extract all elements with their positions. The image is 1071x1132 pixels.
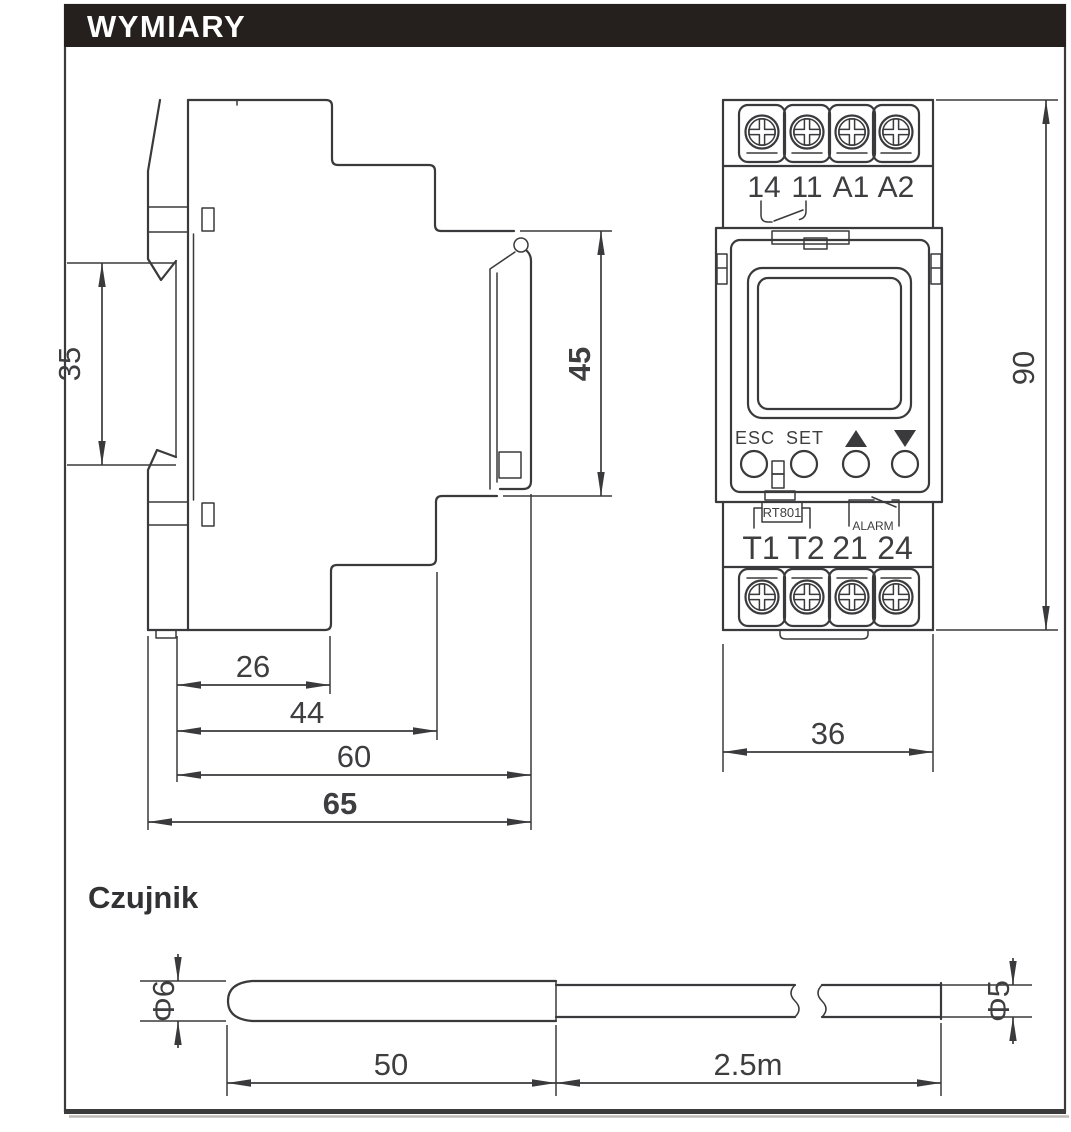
terminal-label-a1: A1 [832, 171, 870, 204]
terminal-label-11: 11 [791, 171, 823, 204]
dim-phi5-label: Φ5 [981, 980, 1016, 1022]
terminal-label-21: 21 [832, 530, 868, 566]
reset-slot [772, 461, 784, 474]
set-button-label: SET [785, 428, 825, 448]
set-button [791, 451, 817, 477]
up-button [843, 451, 869, 477]
dim-65-label: 65 [322, 786, 358, 821]
page-frame [65, 5, 1065, 1111]
down-arrow-icon [894, 430, 916, 447]
dim-probe-diameter [140, 954, 226, 1048]
screw-terminal-icon [784, 105, 830, 162]
dim-height [936, 100, 1058, 630]
probe-body [228, 981, 556, 1021]
dim-width [723, 634, 933, 772]
relay-contact-icon [761, 201, 806, 222]
dim-50-label: 50 [373, 1047, 409, 1082]
dim-26-label: 26 [235, 649, 271, 684]
display-panel [748, 268, 911, 418]
flap-latch-cutout [499, 452, 521, 478]
rail-guide-bottom [202, 503, 214, 526]
hinge-pin [514, 238, 528, 252]
dim-front-panel [503, 231, 612, 496]
terminal-label-14: 14 [747, 171, 781, 204]
side-clip-right [931, 254, 941, 284]
section-title: WYMIARY [87, 9, 247, 44]
dim-phi6-label: Φ6 [146, 980, 181, 1022]
up-arrow-icon [845, 430, 867, 447]
dim-60-label: 60 [336, 739, 372, 774]
screw-terminal-icon [739, 105, 785, 162]
sensor-cable [556, 983, 941, 1019]
screw-terminal-icon [873, 569, 919, 626]
screw-terminal-icon [739, 569, 785, 626]
dim-depths [148, 494, 531, 830]
side-clip-left [717, 254, 727, 284]
esc-button-label: ESC [734, 428, 776, 448]
screw-terminal-icon [829, 105, 875, 162]
terminal-label-t1: T1 [742, 530, 780, 566]
dim-2-5m-label: 2.5m [713, 1047, 783, 1082]
sensor-section-title: Czujnik [88, 880, 199, 915]
lcd-screen [758, 278, 901, 409]
screw-terminal-icon [829, 569, 875, 626]
side-view [52, 100, 612, 830]
dim-90-label: 90 [1006, 350, 1041, 386]
terminal-label-24: 24 [877, 530, 913, 566]
screw-terminal-icon [873, 105, 919, 162]
dim-45-label: 45 [562, 346, 597, 382]
front-view [716, 100, 1058, 772]
terminal-label-t2: T2 [787, 530, 825, 566]
sensor-drawing [88, 880, 1032, 1096]
dim-35-label: 35 [52, 346, 87, 382]
down-button [892, 451, 918, 477]
dim-36-label: 36 [810, 716, 846, 751]
dim-cable-diameter [941, 958, 1032, 1044]
dim-din-slot [52, 263, 176, 465]
esc-button [741, 451, 767, 477]
alarm-label: ALARM [852, 519, 894, 533]
sensor-symbol [754, 502, 810, 528]
screw-terminal-icon [784, 569, 830, 626]
dim-lengths [227, 1023, 941, 1096]
dim-44-label: 44 [289, 695, 325, 730]
rail-guide-top [202, 208, 214, 231]
terminal-label-a2: A2 [877, 171, 915, 204]
sensor-model-label: RT801 [762, 505, 802, 520]
